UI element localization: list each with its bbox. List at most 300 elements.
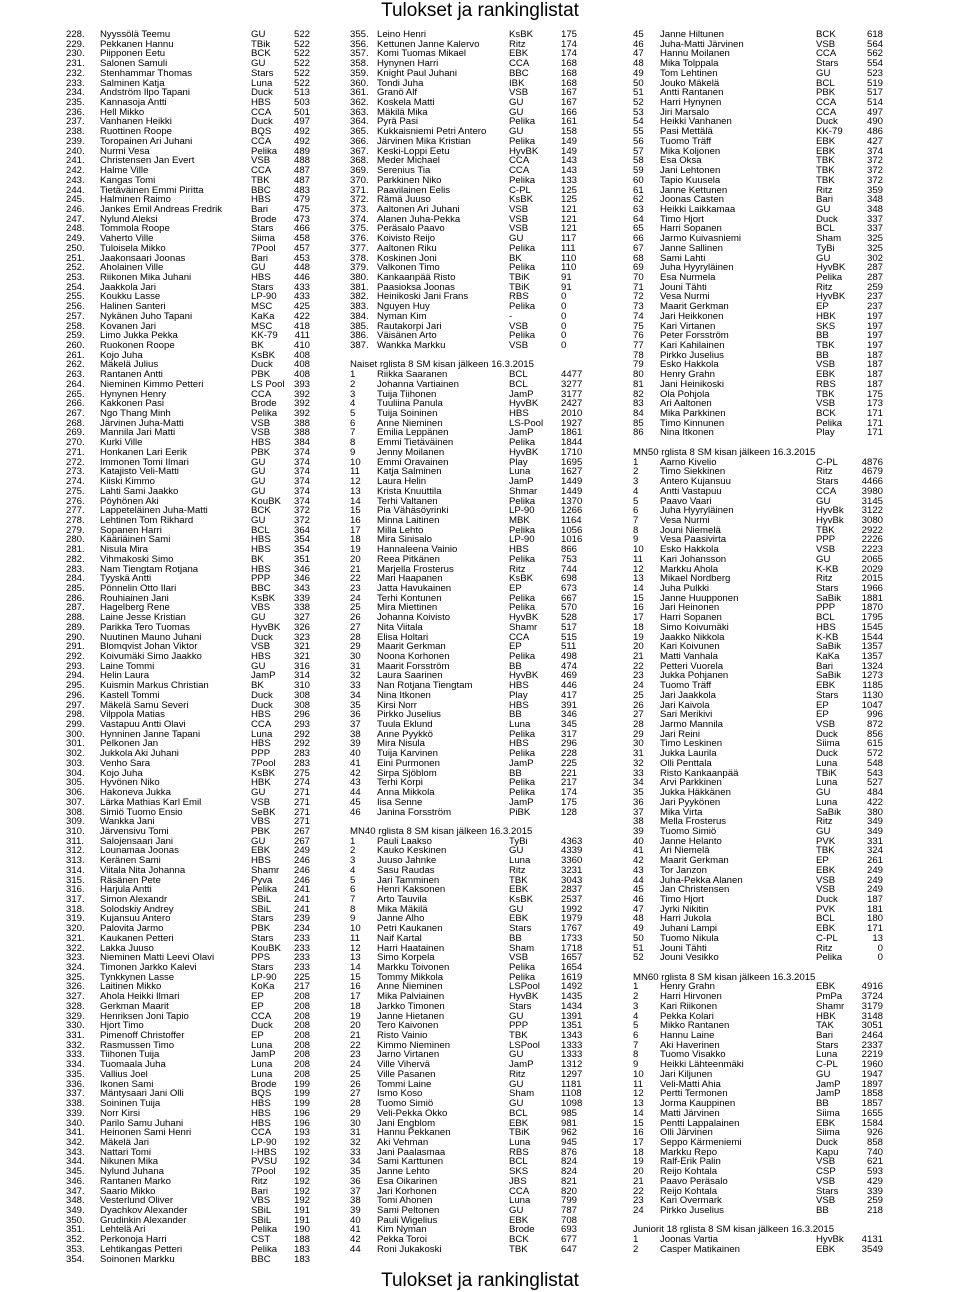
ranking-row: [66, 788, 310, 798]
ranking-row: [633, 516, 883, 526]
ranking-row: [66, 438, 310, 448]
rank: 20: [633, 642, 644, 652]
ranking-row: [66, 127, 310, 137]
points: 168: [561, 59, 578, 69]
ranking-row: [66, 808, 310, 818]
points: 1960: [861, 1060, 883, 1070]
player-name: Anna Mikkola: [377, 788, 435, 798]
club: Shamr: [251, 865, 280, 876]
points: 197: [866, 311, 883, 322]
club: Bari: [251, 253, 269, 264]
rank: 1: [350, 836, 356, 847]
rank: 233.: [66, 78, 85, 89]
player-name: Christensen Jan Evert: [100, 156, 195, 167]
points: 327: [293, 613, 310, 623]
ranking-row: [350, 1196, 597, 1206]
rank: 84: [633, 409, 644, 419]
club: HBS: [509, 739, 529, 750]
club: Ritz: [816, 817, 833, 827]
points: 1266: [561, 506, 583, 516]
points: 192: [293, 1186, 310, 1197]
rank: 17: [350, 992, 361, 1002]
points: 486: [866, 127, 883, 137]
rank: 23: [633, 671, 644, 682]
rank: 79: [633, 360, 644, 371]
player-name: Aaltonen Riku: [377, 243, 437, 254]
points: 522: [293, 30, 310, 40]
rank: 27: [350, 622, 361, 633]
club: PVK: [816, 836, 836, 847]
rank: 19: [350, 545, 361, 555]
player-name: Soininen Tuija: [100, 1099, 161, 1109]
ranking-row: [66, 535, 310, 545]
ranking-row: [633, 127, 883, 137]
points: 188: [293, 1235, 310, 1245]
ranking-row: [66, 137, 310, 147]
rank: 252.: [66, 263, 85, 273]
points: 338: [293, 603, 310, 614]
points: 824: [561, 1157, 578, 1168]
points: 225: [561, 758, 578, 769]
player-name: Nuutinen Mauno Juhani: [100, 632, 202, 643]
points: 417: [561, 690, 578, 701]
player-name: Kiiski Kimmo: [100, 477, 155, 487]
ranking-row: [633, 730, 883, 740]
player-name: Vaherto Ville: [100, 234, 154, 244]
club: EBK: [509, 914, 529, 925]
points: 239: [293, 914, 310, 925]
rank: 304.: [66, 768, 85, 779]
club: BBC: [251, 185, 271, 196]
club: EBK: [509, 1215, 529, 1226]
player-name: Tietäväinen Emmi Piritta: [100, 185, 204, 196]
club: BK: [251, 341, 264, 351]
points: 821: [561, 1176, 578, 1187]
club: GU: [816, 204, 831, 215]
ranking-row: [66, 817, 310, 827]
club: Pelika: [509, 554, 536, 565]
ranking-row: [66, 623, 310, 633]
ranking-row: [66, 263, 310, 273]
ranking-row: [66, 1080, 310, 1090]
ranking-row: [633, 1119, 883, 1129]
club: GU: [816, 1069, 831, 1080]
points: 856: [866, 729, 883, 740]
points: 1273: [861, 671, 883, 682]
ranking-row: [633, 1167, 883, 1177]
player-name: Tuomo Nikula: [660, 933, 719, 944]
points: 429: [866, 1176, 883, 1187]
player-name: Riikka Saaranen: [377, 370, 448, 380]
club: CCA: [509, 1186, 530, 1197]
ranking-row: [66, 331, 310, 341]
ranking-row: [66, 982, 310, 992]
player-name: Halinen Santeri: [100, 302, 166, 312]
rank: 44: [350, 788, 361, 798]
points: 180: [866, 914, 883, 925]
club: Ritz: [251, 1176, 268, 1187]
ranking-row: [350, 895, 597, 905]
player-name: Hynninen Janne Tapani: [100, 729, 201, 740]
player-name: Jari Kiljunen: [660, 1069, 713, 1080]
player-name: Reijo Kohtala: [660, 1167, 718, 1177]
ranking-row: [350, 846, 597, 856]
player-name: Kuismin Markus Christian: [100, 681, 209, 691]
rank: 5: [633, 496, 639, 507]
ranking-row: [66, 88, 310, 98]
ranking-row: [633, 302, 883, 312]
player-name: Hagelberg Rene: [100, 603, 170, 614]
rank: 14: [350, 496, 361, 507]
points: 1657: [561, 953, 583, 963]
player-name: Simon Alexandr: [100, 894, 168, 905]
points: 615: [866, 739, 883, 750]
player-name: Serenius Tia: [377, 166, 431, 176]
player-name: Rouhiainen Jani: [100, 593, 169, 604]
club: Sham: [816, 234, 842, 244]
club: Luna: [816, 1050, 838, 1061]
ranking-row: [350, 944, 597, 954]
player-name: Mika Koljonen: [660, 146, 721, 157]
ranking-row: [633, 769, 883, 779]
player-name: Lakka Juuso: [100, 943, 154, 954]
club: GU: [509, 1205, 524, 1216]
player-name: Nina Itkonen: [660, 428, 714, 439]
player-name: Koukku Lasse: [100, 292, 161, 303]
ranking-row: [350, 710, 597, 720]
player-name: Pekka Toroi: [377, 1235, 427, 1245]
rank: 51: [633, 943, 644, 954]
club: TBK: [509, 875, 528, 886]
rank: 302.: [66, 749, 85, 759]
ranking-row: [633, 691, 883, 701]
rank: 378.: [350, 253, 369, 264]
points: 2223: [861, 545, 883, 555]
ranking-row: [66, 360, 310, 370]
player-name: Nan Rotjana Tiengtam: [377, 681, 473, 691]
ranking-row: [350, 526, 597, 536]
rank: 34: [350, 690, 361, 701]
club: CCA: [509, 166, 530, 176]
player-name: Honkanen Lari Eerik: [100, 447, 187, 458]
points: 824: [561, 1167, 578, 1177]
player-name: Pirkko Juselius: [660, 350, 724, 361]
club: GU: [509, 1050, 524, 1061]
rank: 327.: [66, 992, 85, 1002]
club: Brode: [509, 1225, 535, 1236]
club: GU: [816, 68, 831, 79]
rank: 332.: [66, 1040, 85, 1051]
rank: 69: [633, 263, 644, 273]
player-name: Reijo Kohtala: [660, 1186, 718, 1197]
rank: 232.: [66, 68, 85, 79]
player-name: Hyvönen Niko: [100, 778, 160, 789]
rank: 13: [633, 574, 644, 584]
club: VSB: [816, 1157, 836, 1168]
points: 418: [293, 321, 310, 332]
player-name: Vilppola Matias: [100, 710, 165, 721]
points: 1312: [561, 1060, 583, 1070]
club: EBK: [816, 146, 836, 157]
points: 121: [561, 214, 578, 225]
rank: 16: [350, 982, 361, 993]
club: Duck: [251, 88, 273, 99]
player-name: Heikki Vanhanen: [660, 117, 732, 128]
club: GU: [251, 30, 266, 40]
rank: 370.: [350, 175, 369, 186]
player-name: Vesa Paasivirta: [660, 535, 727, 546]
club: BQS: [251, 1089, 272, 1100]
club: Luna: [509, 1137, 531, 1148]
ranking-row: [66, 351, 310, 361]
rank: 1: [350, 370, 356, 380]
club: Luna: [251, 1069, 273, 1080]
points: 267: [293, 826, 310, 837]
player-name: Pyrä Pasi: [377, 117, 419, 128]
points: 866: [561, 545, 578, 555]
points: 0: [561, 321, 567, 332]
rank: 14: [633, 583, 644, 594]
points: 321: [293, 642, 310, 652]
player-name: Johanna Koivisto: [377, 613, 451, 623]
ranking-row: [66, 652, 310, 662]
club: PVSU: [251, 1157, 278, 1168]
rank: 290.: [66, 632, 85, 643]
rank: 266.: [66, 399, 85, 410]
rank: 3: [633, 1001, 639, 1012]
rank: 277.: [66, 506, 85, 516]
club: Brode: [251, 399, 277, 410]
ranking-row: [350, 108, 597, 118]
player-name: Janne Huupponen: [660, 593, 739, 604]
rank: 18: [633, 622, 644, 633]
ranking-row: [350, 642, 597, 652]
points: 310: [293, 681, 310, 691]
club: GU: [251, 613, 266, 623]
player-name: Sasu Raudas: [377, 865, 435, 876]
club: VBS: [251, 817, 271, 827]
club: Pelika: [509, 302, 536, 312]
player-name: Parkkinen Niko: [377, 175, 442, 186]
player-name: Wankka Markku: [377, 341, 446, 351]
points: 197: [866, 321, 883, 332]
ranking-row: [633, 594, 883, 604]
club: KouBK: [251, 496, 281, 507]
club: VSB: [816, 1176, 836, 1187]
rank: 41: [350, 758, 361, 769]
club: TBK: [509, 1031, 528, 1041]
ranking-row: [633, 117, 883, 127]
club: K-KB: [816, 564, 839, 575]
player-name: Nisula Mira: [100, 545, 148, 555]
ranking-row: [350, 127, 597, 137]
club: Stars: [251, 914, 274, 925]
player-name: Juhani Lampi: [660, 924, 718, 934]
points: 167: [561, 88, 578, 99]
points: 981: [561, 1118, 578, 1129]
club: HyvBK: [509, 447, 539, 458]
rank: 37: [633, 807, 644, 818]
ranking-row: [66, 322, 310, 332]
rank: 385.: [350, 321, 369, 332]
points: 234: [293, 924, 310, 934]
rank: 12: [633, 1089, 644, 1100]
section-title: MN50 rglista 8 SM kisan jälkeen 16.3.2015: [633, 446, 816, 458]
ranking-row: [350, 69, 597, 79]
ranking-row: [633, 739, 883, 749]
rank: 328.: [66, 1001, 85, 1012]
ranking-row: [350, 98, 597, 108]
ranking-row: [633, 1099, 883, 1109]
player-name: Soinonen Markku: [100, 1254, 175, 1265]
club: TAK: [816, 1021, 834, 1032]
club: Stars: [816, 1186, 839, 1197]
club: Stars: [816, 1040, 839, 1051]
player-name: Casper Matikainen: [660, 1244, 740, 1255]
rank: 379.: [350, 263, 369, 273]
player-name: Granö Alf: [377, 88, 417, 99]
player-name: Risto Vainio: [377, 1031, 428, 1041]
player-name: Riikonen Mika Juhani: [100, 272, 192, 283]
ranking-row: [66, 244, 310, 254]
ranking-column-3: [633, 30, 883, 1255]
player-name: Tuomo Simiö: [377, 1099, 434, 1109]
club: VSB: [816, 360, 836, 371]
rank: 365.: [350, 127, 369, 137]
rank: 247.: [66, 214, 85, 225]
player-name: Janne Lehto: [377, 1167, 430, 1177]
points: 249: [866, 885, 883, 895]
rank: 1: [633, 1235, 639, 1245]
player-name: Tom Lehtinen: [660, 68, 718, 79]
ranking-row: [633, 40, 883, 50]
points: 647: [561, 1244, 578, 1255]
ranking-row: [66, 837, 310, 847]
rank: 10: [350, 457, 361, 468]
rank: 341.: [66, 1128, 85, 1138]
ranking-row: [350, 166, 597, 176]
ranking-row: [350, 963, 597, 973]
player-name: Mäkelä Samu Severi: [100, 700, 189, 711]
ranking-row: [350, 292, 597, 302]
points: 271: [293, 797, 310, 808]
club: KsBK: [509, 30, 533, 40]
points: 346: [293, 574, 310, 584]
player-name: Antti Vastapuu: [660, 486, 722, 497]
player-name: Jukka Laurila: [660, 749, 717, 759]
rank: 34: [633, 778, 644, 789]
club: Play: [816, 428, 835, 439]
points: 872: [866, 720, 883, 730]
ranking-row: [350, 1167, 597, 1177]
points: 1795: [861, 613, 883, 623]
club: JamP: [251, 1050, 276, 1061]
player-name: Maarit Gerkman: [660, 302, 729, 312]
rank: 237.: [66, 117, 85, 128]
points: 1584: [861, 1118, 883, 1129]
points: 111: [561, 243, 576, 254]
player-name: Mäkelä Jari: [100, 1137, 150, 1148]
player-name: Blomqvist Johan Viktor: [100, 642, 198, 652]
rank: 21: [350, 1031, 361, 1041]
club: BB: [816, 1205, 829, 1216]
club: CSP: [816, 1167, 836, 1177]
rank: 8: [633, 1050, 639, 1061]
points: 388: [293, 418, 310, 429]
points: 513: [293, 88, 310, 99]
player-name: Emmi Oravainen: [377, 457, 449, 468]
club: Pelika: [509, 243, 536, 254]
points: 1767: [561, 924, 583, 934]
points: 168: [561, 68, 578, 79]
points: 249: [866, 865, 883, 876]
club: EBK: [816, 1118, 836, 1129]
club: Duck: [251, 1021, 273, 1032]
club: Pelika: [509, 652, 536, 662]
club: GU: [509, 127, 524, 137]
points: 3277: [561, 379, 583, 390]
rank: 54: [633, 117, 644, 128]
player-name: Kauko Keskinen: [377, 846, 447, 857]
rank: 40: [633, 836, 644, 847]
ranking-row: [633, 555, 883, 565]
club: EP: [816, 302, 829, 312]
player-name: Pauli Laakso: [377, 836, 432, 847]
ranking-row: [633, 1070, 883, 1080]
rank: 19: [633, 632, 644, 643]
rank: 240.: [66, 146, 85, 157]
rank: 348.: [66, 1196, 85, 1206]
points: 292: [293, 739, 310, 750]
club: SBiL: [251, 1205, 272, 1216]
rank: 357.: [350, 49, 369, 60]
club: CCA: [251, 136, 272, 147]
ranking-row: [633, 710, 883, 720]
points: 91: [561, 282, 572, 293]
club: Pelika: [509, 788, 536, 798]
player-name: Jiri Marsalo: [660, 107, 710, 118]
player-name: Ikonen Sami: [100, 1079, 154, 1090]
points: 183: [293, 1244, 310, 1255]
ranking-row: [350, 759, 597, 769]
club: Luna: [251, 1060, 273, 1070]
points: 233: [293, 943, 310, 954]
ranking-row: [66, 117, 310, 127]
ranking-row: [350, 40, 597, 50]
rank: 37: [350, 720, 361, 730]
player-name: Laura Saarinen: [377, 671, 443, 682]
ranking-row: [633, 263, 883, 273]
player-name: Nieminen Kimmo Petteri: [100, 379, 204, 390]
club: Luna: [816, 778, 838, 789]
player-name: Jouni Tähti: [660, 943, 707, 954]
page-footer: Tulokset ja rankinglistat: [381, 1270, 579, 1291]
rank: 48: [633, 59, 644, 69]
rank: 330.: [66, 1021, 85, 1032]
rank: 3: [633, 477, 639, 487]
rank: 313.: [66, 856, 85, 866]
club: SeBK: [251, 807, 276, 818]
rank: 334.: [66, 1060, 85, 1070]
ranking-row: [66, 390, 310, 400]
player-name: Jani Engblom: [377, 1118, 436, 1129]
player-name: Vanhanen Heikki: [100, 117, 172, 128]
ranking-row: [350, 691, 597, 701]
rank: 355.: [350, 30, 369, 40]
ranking-row: [66, 662, 310, 672]
ranking-row: [66, 720, 310, 730]
player-name: Keränen Sami: [100, 856, 161, 866]
